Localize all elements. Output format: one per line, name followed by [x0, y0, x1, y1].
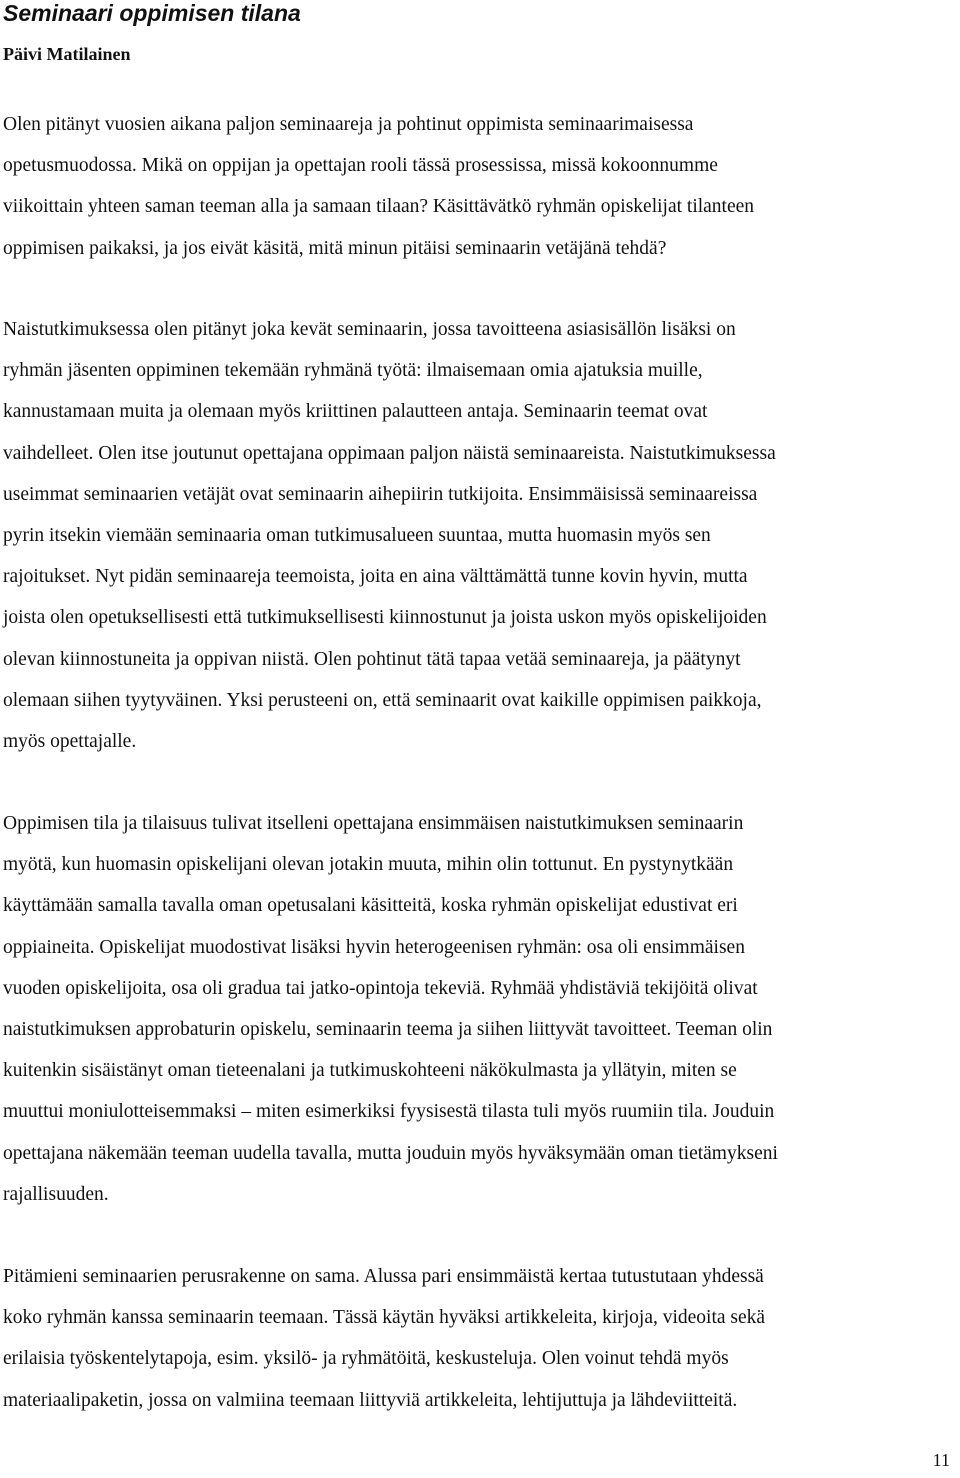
paragraph-line: käyttämään samalla tavalla oman opetusalani käsitteitä, koska ryhmän opiskelijat edustivat eri	[3, 895, 738, 917]
paragraph-line: vuoden opiskelijoita, osa oli gradua tai jatko-opintoja tekeviä. Ryhmää yhdistäviä tekijöitä olivat	[3, 977, 758, 999]
paragraph-line: pyrin itsekin viemään seminaaria oman tutkimusalueen suuntaa, mutta huomasin myös sen	[3, 524, 711, 546]
paragraph-line: rajallisuuden.	[3, 1183, 109, 1205]
paragraph-line: myötä, kun huomasin opiskelijani olevan jotakin muuta, mihin olin tottunut. En pystynytkään	[3, 854, 734, 876]
paragraph-line: oppiaineita. Opiskelijat muodostivat lisäksi hyvin heterogeenisen ryhmän: osa oli ensimmäisen	[3, 936, 745, 958]
paragraph-learning-space	[3, 803, 778, 1215]
paragraph-line: olevan kiinnostuneita ja oppivan niistä. Olen pohtinut tätä tapaa vetää seminaareja, ja päätynyt	[3, 648, 741, 670]
paragraph-line: viikoittain yhteen saman teeman alla ja samaan tilaan? Käsittävätkö ryhmän opiskelijat tilanteen	[3, 196, 755, 218]
paragraph-line: erilaisia työskentelytapoja, esim. yksilö- ja ryhmätöitä, keskusteluja. Olen voinut tehdä myös	[3, 1348, 729, 1370]
paragraph-line: kannustamaan muita ja olemaan myös kriittinen palautteen antaja. Seminaarin teemat ovat	[3, 401, 708, 423]
author-name: Päivi Matilainen	[3, 44, 131, 64]
paragraph-line: oppimisen paikaksi, ja jos eivät käsitä, mitä minun pitäisi seminaarin vetäjänä tehdä?	[3, 237, 667, 259]
paragraph-line: muuttui moniulotteisemmaksi – miten esimerkiksi fyysisestä tilasta tuli myös ruumiin tila. Jouduin	[3, 1101, 775, 1123]
paragraph-structure	[3, 1256, 765, 1421]
paragraph-seminars	[3, 309, 776, 762]
page-number: 11	[932, 1450, 950, 1470]
paragraph-line: rajoitukset. Nyt pidän seminaareja teemoista, joita en aina välttämättä tunne kovin hyvin, mutta	[3, 566, 748, 588]
paragraph-line: koko ryhmän kanssa seminaarin teemaan. Tässä käytän hyväksi artikkeleita, kirjoja, videoita sekä	[3, 1307, 766, 1329]
paragraph-line: Oppimisen tila ja tilaisuus tulivat itselleni opettajana ensimmäisen naistutkimuksen seminaarin	[3, 813, 744, 834]
paragraph-line: olemaan siihen tyytyväinen. Yksi perusteeni on, että seminaarit ovat kaikille oppimisen paikkoja,	[3, 689, 762, 711]
paragraph-line: Naistutkimuksessa olen pitänyt joka kevät seminaarin, jossa tavoitteena asiasisällön lisäksi on	[3, 319, 736, 340]
paragraph-line: ryhmän jäsenten oppiminen tekemään ryhmänä työtä: ilmaisemaan omia ajatuksia muille,	[3, 360, 703, 382]
paragraph-line: myös opettajalle.	[3, 730, 137, 752]
paragraph-line: opetusmuodossa. Mikä on oppijan ja opettajan rooli tässä prosessissa, missä kokoonnumme	[3, 155, 718, 177]
document-title: Seminaari oppimisen tilana	[3, 0, 301, 26]
paragraph-line: joista olen opetuksellisesti että tutkimuksellisesti kiinnostunut ja joista uskon myös opiskelijoiden	[3, 607, 767, 629]
paragraph-intro	[3, 104, 754, 269]
paragraph-line: Pitämieni seminaarien perusrakenne on sama. Alussa pari ensimmäistä kertaa tutustutaan yhdessä	[3, 1266, 764, 1287]
paragraph-line: Olen pitänyt vuosien aikana paljon seminaareja ja pohtinut oppimista seminaarimaisessa	[3, 114, 694, 135]
paragraph-line: opettajana näkemään teeman uudella tavalla, mutta jouduin myös hyväksymään oman tietämykseni	[3, 1142, 778, 1164]
paragraph-line: materiaalipaketin, jossa on valmiina teemaan liittyviä artikkeleita, lehtijuttuja ja lähdeviitteitä.	[3, 1389, 738, 1411]
paragraph-line: naistutkimuksen approbaturin opiskelu, seminaarin teema ja siihen liittyvät tavoitteet. Teeman olin	[3, 1018, 773, 1040]
paragraph-line: kuitenkin sisäistänyt oman tieteenalani ja tutkimuskohteeni näkökulmasta ja yllätyin, miten se	[3, 1060, 737, 1082]
paragraph-line: useimmat seminaarien vetäjät ovat seminaarin aihepiirin tutkijoita. Ensimmäisissä seminaareissa	[3, 483, 758, 505]
paragraph-line: vaihdelleet. Olen itse joutunut opettajana oppimaan paljon näistä seminaareista. Naistutkimuksessa	[3, 442, 776, 464]
